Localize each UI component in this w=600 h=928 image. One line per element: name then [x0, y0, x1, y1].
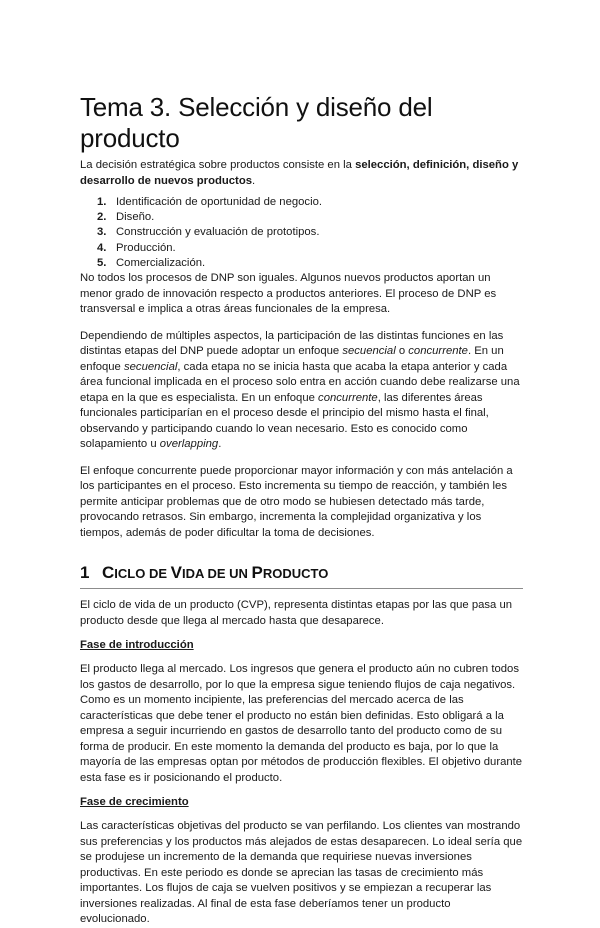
paragraph-growth: Las características objetivas del producto se van perfilando. Los clientes van mostrando sus preferencias y los productos más alejados de estas desaparecen. Lo ideal sería que se produjese un incremento de la demanda que requiriese nuevas inversiones productivas. En este periodo es donde se aprecian las tasas de crecimiento más importantes. Los flujos de caja se vuelven positivos y se empiezan a recuperar las inversiones realizadas. Al final de esta fase deberíamos tener un producto evolucionado.: [80, 820, 523, 926]
list-item: [97, 195, 523, 210]
section-title-v: V: [170, 563, 182, 583]
paragraph-introduction: El producto llega al mercado. Los ingresos que genera el producto aún no cubren todos los gastos de desarrollo, por lo que la empresa sigue teniendo flujos de caja negativos. Como es un momento incipiente, las preferencias del mercado acerca de las características que debe tener el producto no están bien definidas. Esto obligará a la empresa a seguir incurriendo en gastos de desarrollo tanto del producto como de su forma de producir. En este momento la demanda del producto es baja, por lo que la mayoría de las empresas optan por métodos de producción flexibles. El objetivo durante esta fase es ir posicionando el producto.: [80, 663, 523, 784]
paragraph-concurrent: El enfoque concurrente puede proporcionar mayor información y con más antelación a los participantes en el proceso. Esto incrementa su tiempo de reacción, y también les permite anticipar problemas que de otro modo se hubiesen detectado más tarde, provocando retrasos. Sin embargo, incrementa la complejidad organizativa y los tiempos, además de poder dificultar la toma de decisiones.: [80, 464, 513, 539]
steps-list: [80, 195, 523, 271]
intro-text: La decisión estratégica sobre productos consiste en la: [80, 159, 356, 171]
intro-paragraph: [80, 158, 523, 189]
list-item-text: Identificación de oportunidad de negocio.: [116, 196, 323, 208]
list-item: [97, 256, 523, 271]
list-item-number: 5.: [97, 256, 107, 269]
list-item: [97, 225, 523, 240]
list-item-text: Producción.: [116, 241, 176, 254]
para2-d: , cada etapa no se inicia hasta que acaba la etapa anterior y cada área funcional implicada en el proceso solo entra en acción cuando debe realizarse una etapa en la que es especialista. En un enfoque: [80, 360, 520, 404]
section-title-rest-1: ICLO DE: [114, 566, 171, 582]
list-item-text: Construcción y evaluación de prototipos.: [116, 226, 320, 239]
section-number: 1: [80, 563, 90, 583]
list-item-number: 2.: [97, 211, 107, 224]
para2-italic-1: secuencial: [342, 345, 396, 358]
subheading-growth: Fase de crecimiento: [80, 796, 189, 809]
section-title-c: C: [102, 563, 115, 583]
list-item-text: Diseño.: [116, 211, 155, 224]
section-heading: [80, 563, 523, 589]
para2-f: .: [218, 438, 222, 451]
intro-end: .: [252, 174, 256, 187]
para2-italic-3: secuencial: [123, 360, 178, 373]
para2-italic-2: concurrente: [408, 345, 468, 358]
section-title-rest-3: RODUCTO: [262, 566, 329, 582]
paragraph-approaches: [80, 329, 523, 453]
list-item-number: 1.: [97, 196, 107, 208]
section-title-p: P: [251, 563, 263, 583]
para2-italic-5: overlapping: [159, 438, 219, 451]
para2-a: Dependiendo de múltiples aspectos, la participación de las distintas funciones en las distintas etapas del DNP puede adoptar un enfoque: [80, 329, 504, 358]
section-title-rest-2: IDA DE UN: [181, 566, 252, 582]
para2-c: . En un enfoque: [80, 345, 504, 373]
para2-b: o: [395, 345, 409, 358]
para2-italic-4: concurrente: [318, 391, 378, 404]
page-content: [80, 92, 523, 928]
intro-bold: selección, definición, diseño y desarrollo de nuevos productos: [80, 159, 519, 187]
list-item-text: Comercialización.: [116, 256, 206, 269]
list-item: [97, 241, 523, 256]
page-title: Tema 3. Selección y diseño del producto: [80, 92, 433, 153]
paragraph-cvp: El ciclo de vida de un producto (CVP), representa distintas etapas por las que pasa un producto desde que llega al mercado hasta que desaparece.: [80, 599, 513, 627]
para2-e: , las diferentes áreas funcionales participarían en el proceso desde el principio del mismo hasta el final, observando y participando cuando lo vean necesario. Esto es conocido como solapamiento u: [80, 391, 489, 451]
subheading-introduction: Fase de introducción: [80, 639, 194, 652]
list-item: [97, 210, 523, 225]
paragraph-dnp-processes: No todos los procesos de DNP son iguales. Algunos nuevos productos aportan un menor grado de innovación respecto a productos anteriores. El proceso de DNP es transversal e implica a otras áreas funcionales de la empresa.: [80, 272, 497, 316]
list-item-number: 4.: [97, 241, 107, 254]
list-item-number: 3.: [97, 226, 107, 239]
